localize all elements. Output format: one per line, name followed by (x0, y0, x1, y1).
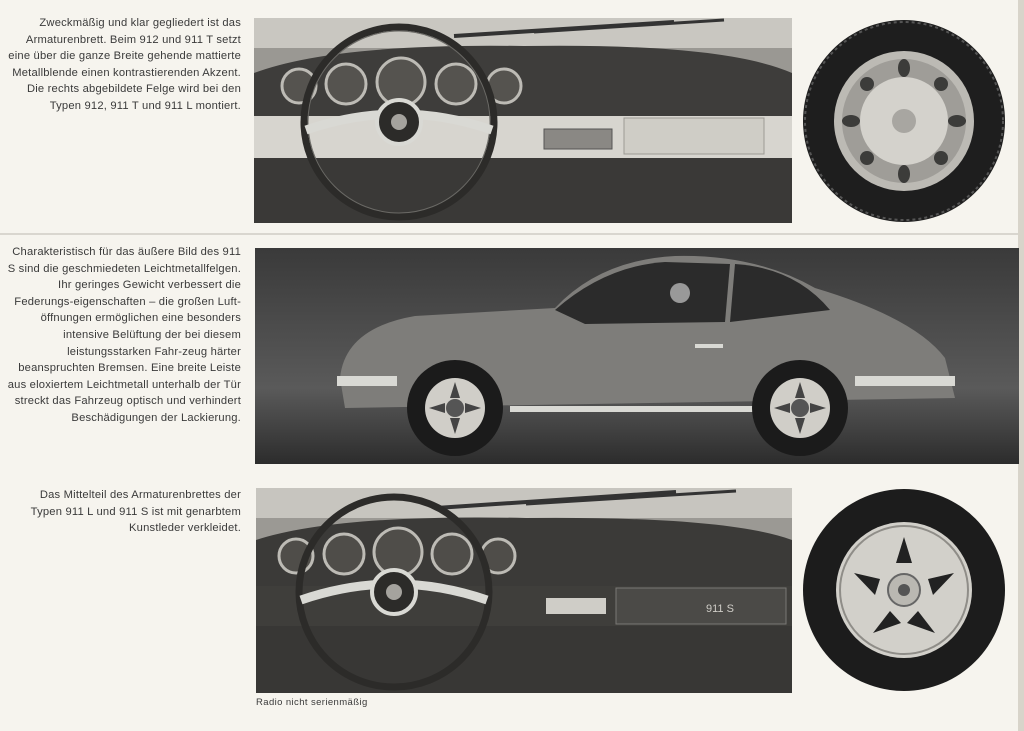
porsche-911s-side-photo (255, 248, 1019, 464)
dashboard-photo-912 (254, 18, 792, 223)
section-divider (0, 233, 1018, 235)
paragraph-dashboard: Zweckmäßig und klar gegliedert ist das Armaturenbrett. Beim 912 und 911 T setzt eine über die ganze Breite gehende mattierte Metallblende einen kontrastierenden Akzent. Die rechts abgebildete Felge wird bei den Typen 912, 911 T und 911 L montiert. (8, 17, 241, 112)
dashboard-photo-911s (256, 488, 792, 693)
paragraph-911s: Charakteristisch für das äußere Bild des 911 S sind die geschmiedeten Leichtmetallfelgen. Ihr geringes Gewicht verbessert die Federungs-eigenschaften – die großen Luft-öffnungen ermöglichen eine besonders intensive Belüftung der bei diesem leistungsstarken Fahr-zeug härter beanspruchten Bremsen. Eine breite Leiste aus eloxiertem Leichtmetall unterhalb der Tür streckt das Fahrzeug optisch und verhindert Beschädigungen der Lackierung. (7, 246, 241, 424)
caption-radio: Radio nicht serienmäßig (256, 697, 368, 708)
forged-alloy-wheel-911s-photo (800, 487, 1008, 693)
steel-wheel-912-photo (800, 18, 1008, 224)
dashboard-badge-911s: 911 S (706, 603, 734, 615)
paragraph-mittelteil: Das Mittelteil des Armaturenbrettes der Typen 911 L und 911 S ist mit genarbtem Kunstleder verkleidet. (30, 489, 241, 535)
